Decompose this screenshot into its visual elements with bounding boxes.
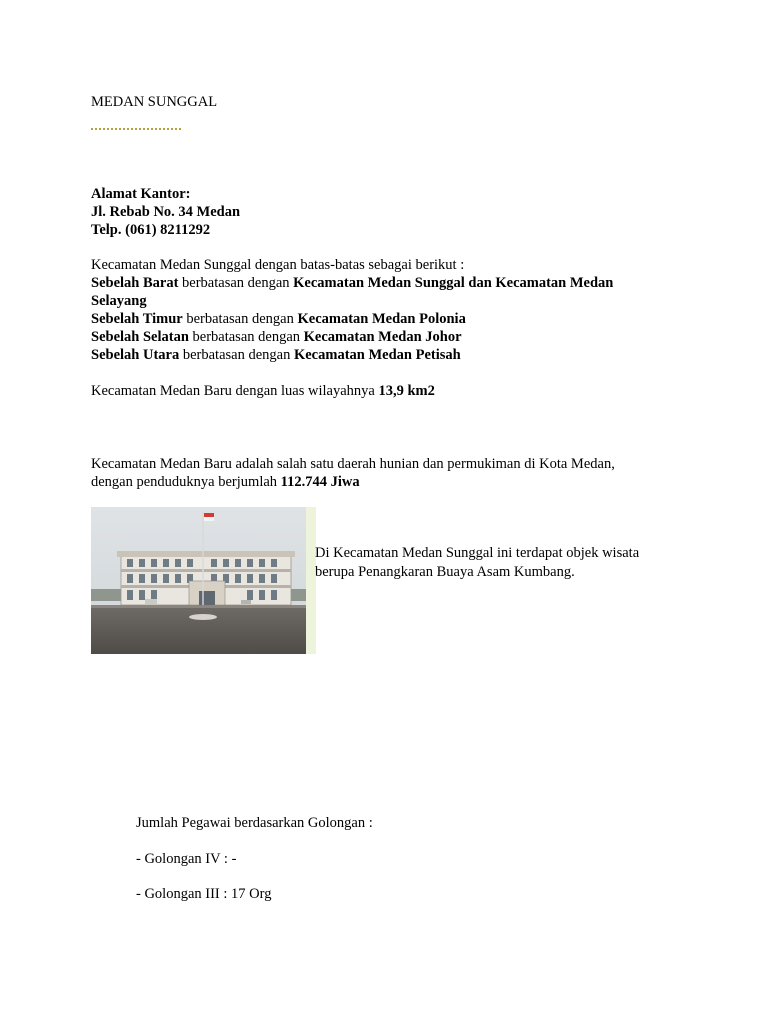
staff-golongan-iii: - Golongan III : 17 Org: [136, 886, 272, 902]
border-neighbor: Kecamatan Medan Sunggal dan Kecamatan Medan Selayang: [91, 275, 614, 309]
borders-section: [91, 256, 651, 364]
area-paragraph: [91, 382, 651, 400]
dotted-divider: [91, 128, 181, 130]
office-address: Jl. Rebab No. 34 Medan: [91, 204, 241, 220]
border-connector: berbatasan dengan: [182, 311, 298, 327]
border-connector: berbatasan dengan: [178, 275, 294, 291]
area-text: Kecamatan Medan Baru dengan luas wilayahnya: [91, 383, 379, 399]
borders-intro: Kecamatan Medan Sunggal dengan batas-batas sebagai berikut :: [91, 257, 465, 273]
staff-heading: Jumlah Pegawai berdasarkan Golongan :: [136, 815, 373, 831]
office-info: [91, 185, 651, 239]
population-text: Kecamatan Medan Baru adalah salah satu daerah hunian dan permukiman di Kota Medan, dengan penduduknya berjumlah: [91, 456, 615, 490]
border-west: [91, 274, 651, 310]
office-heading: Alamat Kantor:: [91, 186, 191, 202]
border-side: Sebelah Barat: [91, 275, 179, 291]
population-value: 112.744 Jiwa: [280, 474, 360, 490]
border-side: Sebelah Selatan: [91, 329, 189, 345]
border-neighbor: Kecamatan Medan Polonia: [297, 311, 466, 327]
document-title: MEDAN SUNGGAL: [91, 94, 218, 110]
border-connector: berbatasan dengan: [188, 329, 304, 345]
border-south: [91, 328, 651, 346]
area-value: 13,9 km2: [378, 383, 435, 399]
border-neighbor: Kecamatan Medan Petisah: [293, 347, 461, 363]
office-phone: Telp. (061) 8211292: [91, 222, 211, 238]
office-building-image: [91, 507, 306, 654]
border-north: [91, 346, 651, 364]
population-paragraph: [91, 455, 651, 491]
office-photo: [91, 507, 316, 654]
border-side: Sebelah Timur: [91, 311, 183, 327]
border-side: Sebelah Utara: [91, 347, 180, 363]
border-east: [91, 310, 651, 328]
staff-golongan-iv: - Golongan IV : -: [136, 851, 237, 867]
border-neighbor: Kecamatan Medan Johor: [303, 329, 462, 345]
tourism-caption: Di Kecamatan Medan Sunggal ini terdapat objek wisata berupa Penangkaran Buaya Asam Kumbang.: [315, 545, 640, 580]
border-connector: berbatasan dengan: [179, 347, 294, 363]
